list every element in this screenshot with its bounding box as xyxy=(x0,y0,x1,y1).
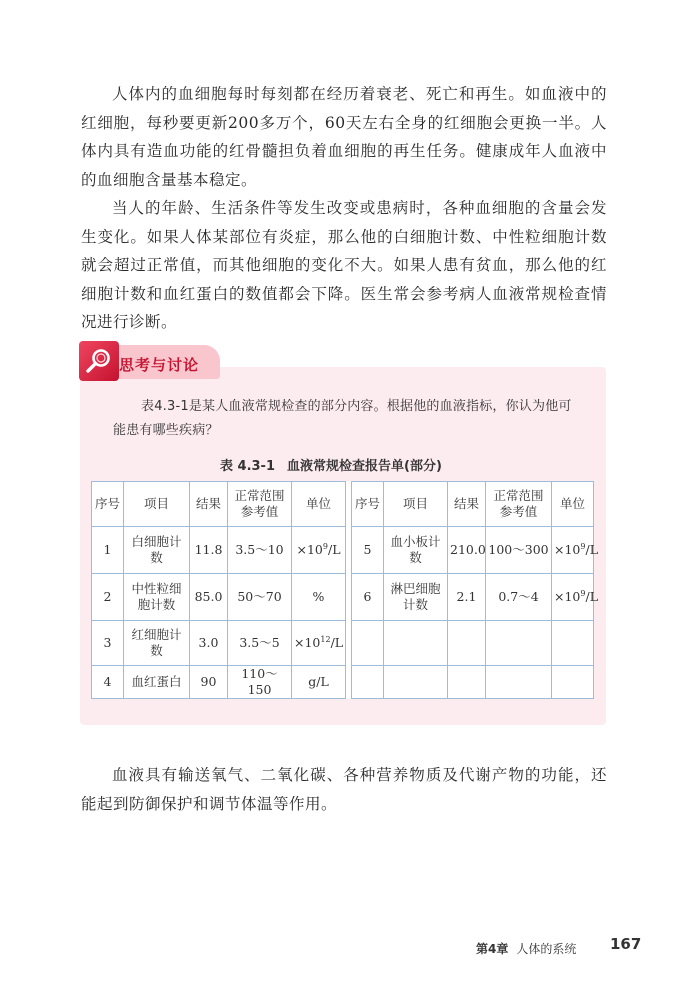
table-number: 表 4.3-1 xyxy=(220,459,275,474)
header-range: 正常范围参考值 xyxy=(486,482,552,527)
table-row xyxy=(92,527,594,574)
header-no: 序号 xyxy=(352,482,384,527)
row-range: 3.5～5 xyxy=(228,621,292,666)
row-result: 11.8 xyxy=(190,527,228,574)
row-range: 110～150 xyxy=(228,666,292,699)
row-range: 100～300 xyxy=(486,527,552,574)
row-item: 红细胞计数 xyxy=(124,621,190,666)
header-item: 项目 xyxy=(124,482,190,527)
unit-base: ×10 xyxy=(294,635,321,650)
row-range: 50～70 xyxy=(228,574,292,621)
header-no: 序号 xyxy=(92,482,124,527)
row-unit xyxy=(292,621,346,666)
empty-cell xyxy=(352,666,384,699)
row-item: 血红蛋白 xyxy=(124,666,190,699)
row-no: 4 xyxy=(92,666,124,699)
unit-base: ×10 xyxy=(554,542,581,557)
chapter-label: 第4章 xyxy=(476,942,509,956)
header-result: 结果 xyxy=(190,482,228,527)
table-row xyxy=(92,621,594,666)
chapter-title: 人体的系统 xyxy=(516,942,577,956)
unit-exponent: 9 xyxy=(580,541,586,551)
unit-exponent: 9 xyxy=(580,588,586,598)
row-unit xyxy=(292,666,346,699)
unit-base: ×10 xyxy=(296,542,323,557)
row-range: 0.7～4 xyxy=(486,574,552,621)
row-no: 2 xyxy=(92,574,124,621)
unit-tail: /L xyxy=(327,542,341,557)
row-item: 白细胞计数 xyxy=(124,527,190,574)
header-unit: 单位 xyxy=(292,482,346,527)
row-result: 85.0 xyxy=(190,574,228,621)
unit-tail: /L xyxy=(585,589,598,604)
empty-cell xyxy=(448,666,486,699)
unit-exponent: 12 xyxy=(320,634,331,644)
row-range: 3.5～10 xyxy=(228,527,292,574)
magnifier-icon xyxy=(79,341,119,381)
row-item: 淋巴细胞计数 xyxy=(384,574,448,621)
row-result: 210.0 xyxy=(448,527,486,574)
table-title: 血液常规检查报告单(部分) xyxy=(287,459,442,474)
row-no: 6 xyxy=(352,574,384,621)
header-result: 结果 xyxy=(448,482,486,527)
unit-base: % xyxy=(312,589,325,604)
row-unit xyxy=(292,574,346,621)
empty-cell xyxy=(448,621,486,666)
row-unit xyxy=(292,527,346,574)
unit-tail: /L xyxy=(330,635,344,650)
empty-cell xyxy=(552,621,594,666)
header-unit: 单位 xyxy=(552,482,594,527)
empty-cell xyxy=(486,621,552,666)
row-result: 90 xyxy=(190,666,228,699)
unit-base: g/L xyxy=(308,674,329,689)
discussion-title: 思考与讨论 xyxy=(119,356,200,374)
unit-exponent: 9 xyxy=(322,541,328,551)
page-footer xyxy=(476,935,642,957)
blood-test-table xyxy=(91,481,598,699)
empty-cell xyxy=(384,666,448,699)
empty-cell xyxy=(352,621,384,666)
empty-cell xyxy=(486,666,552,699)
table-row xyxy=(92,574,594,621)
header-item: 项目 xyxy=(384,482,448,527)
table-row xyxy=(92,666,594,699)
row-item: 中性粒细胞计数 xyxy=(124,574,190,621)
discussion-question: 表4.3-1是某人血液常规检查的部分内容。根据他的血液指标，你认为他可能患有哪些疾病？ xyxy=(113,399,572,438)
row-no: 5 xyxy=(352,527,384,574)
row-item: 血小板计数 xyxy=(384,527,448,574)
body-paragraph-2: 当人的年龄、生活条件等发生改变或患病时，各种血细胞的含量会发生变化。如果人体某部位有炎症，那么他的白细胞计数、中性粒细胞计数就会超过正常值，而其他细胞的变化不大。如果人患有贫血，那么他的红细胞计数和血红蛋白的数值都会下降。医生常会参考病人血液常规检查情况进行诊断。 xyxy=(81,199,607,331)
empty-cell xyxy=(384,621,448,666)
page-number: 167 xyxy=(610,935,642,953)
row-no: 1 xyxy=(92,527,124,574)
body-paragraph-1: 人体内的血细胞每时每刻都在经历着衰老、死亡和再生。如血液中的红细胞，每秒要更新200多万个，60天左右全身的红细胞会更换一半。人体内具有造血功能的红骨髓担负着血细胞的再生任务。健康成年人血液中的血细胞含量基本稳定。 xyxy=(81,85,607,189)
header-range: 正常范围参考值 xyxy=(228,482,292,527)
row-no: 3 xyxy=(92,621,124,666)
row-result: 2.1 xyxy=(448,574,486,621)
row-result: 3.0 xyxy=(190,621,228,666)
empty-cell xyxy=(552,666,594,699)
unit-tail: /L xyxy=(585,542,598,557)
unit-base: ×10 xyxy=(554,589,581,604)
table-caption xyxy=(220,455,442,474)
row-unit xyxy=(552,574,598,621)
row-unit xyxy=(552,527,598,574)
table-header-row xyxy=(92,482,594,527)
body-paragraph-3: 血液具有输送氧气、二氧化碳、各种营养物质及代谢产物的功能，还能起到防御保护和调节体温等作用。 xyxy=(81,766,607,813)
